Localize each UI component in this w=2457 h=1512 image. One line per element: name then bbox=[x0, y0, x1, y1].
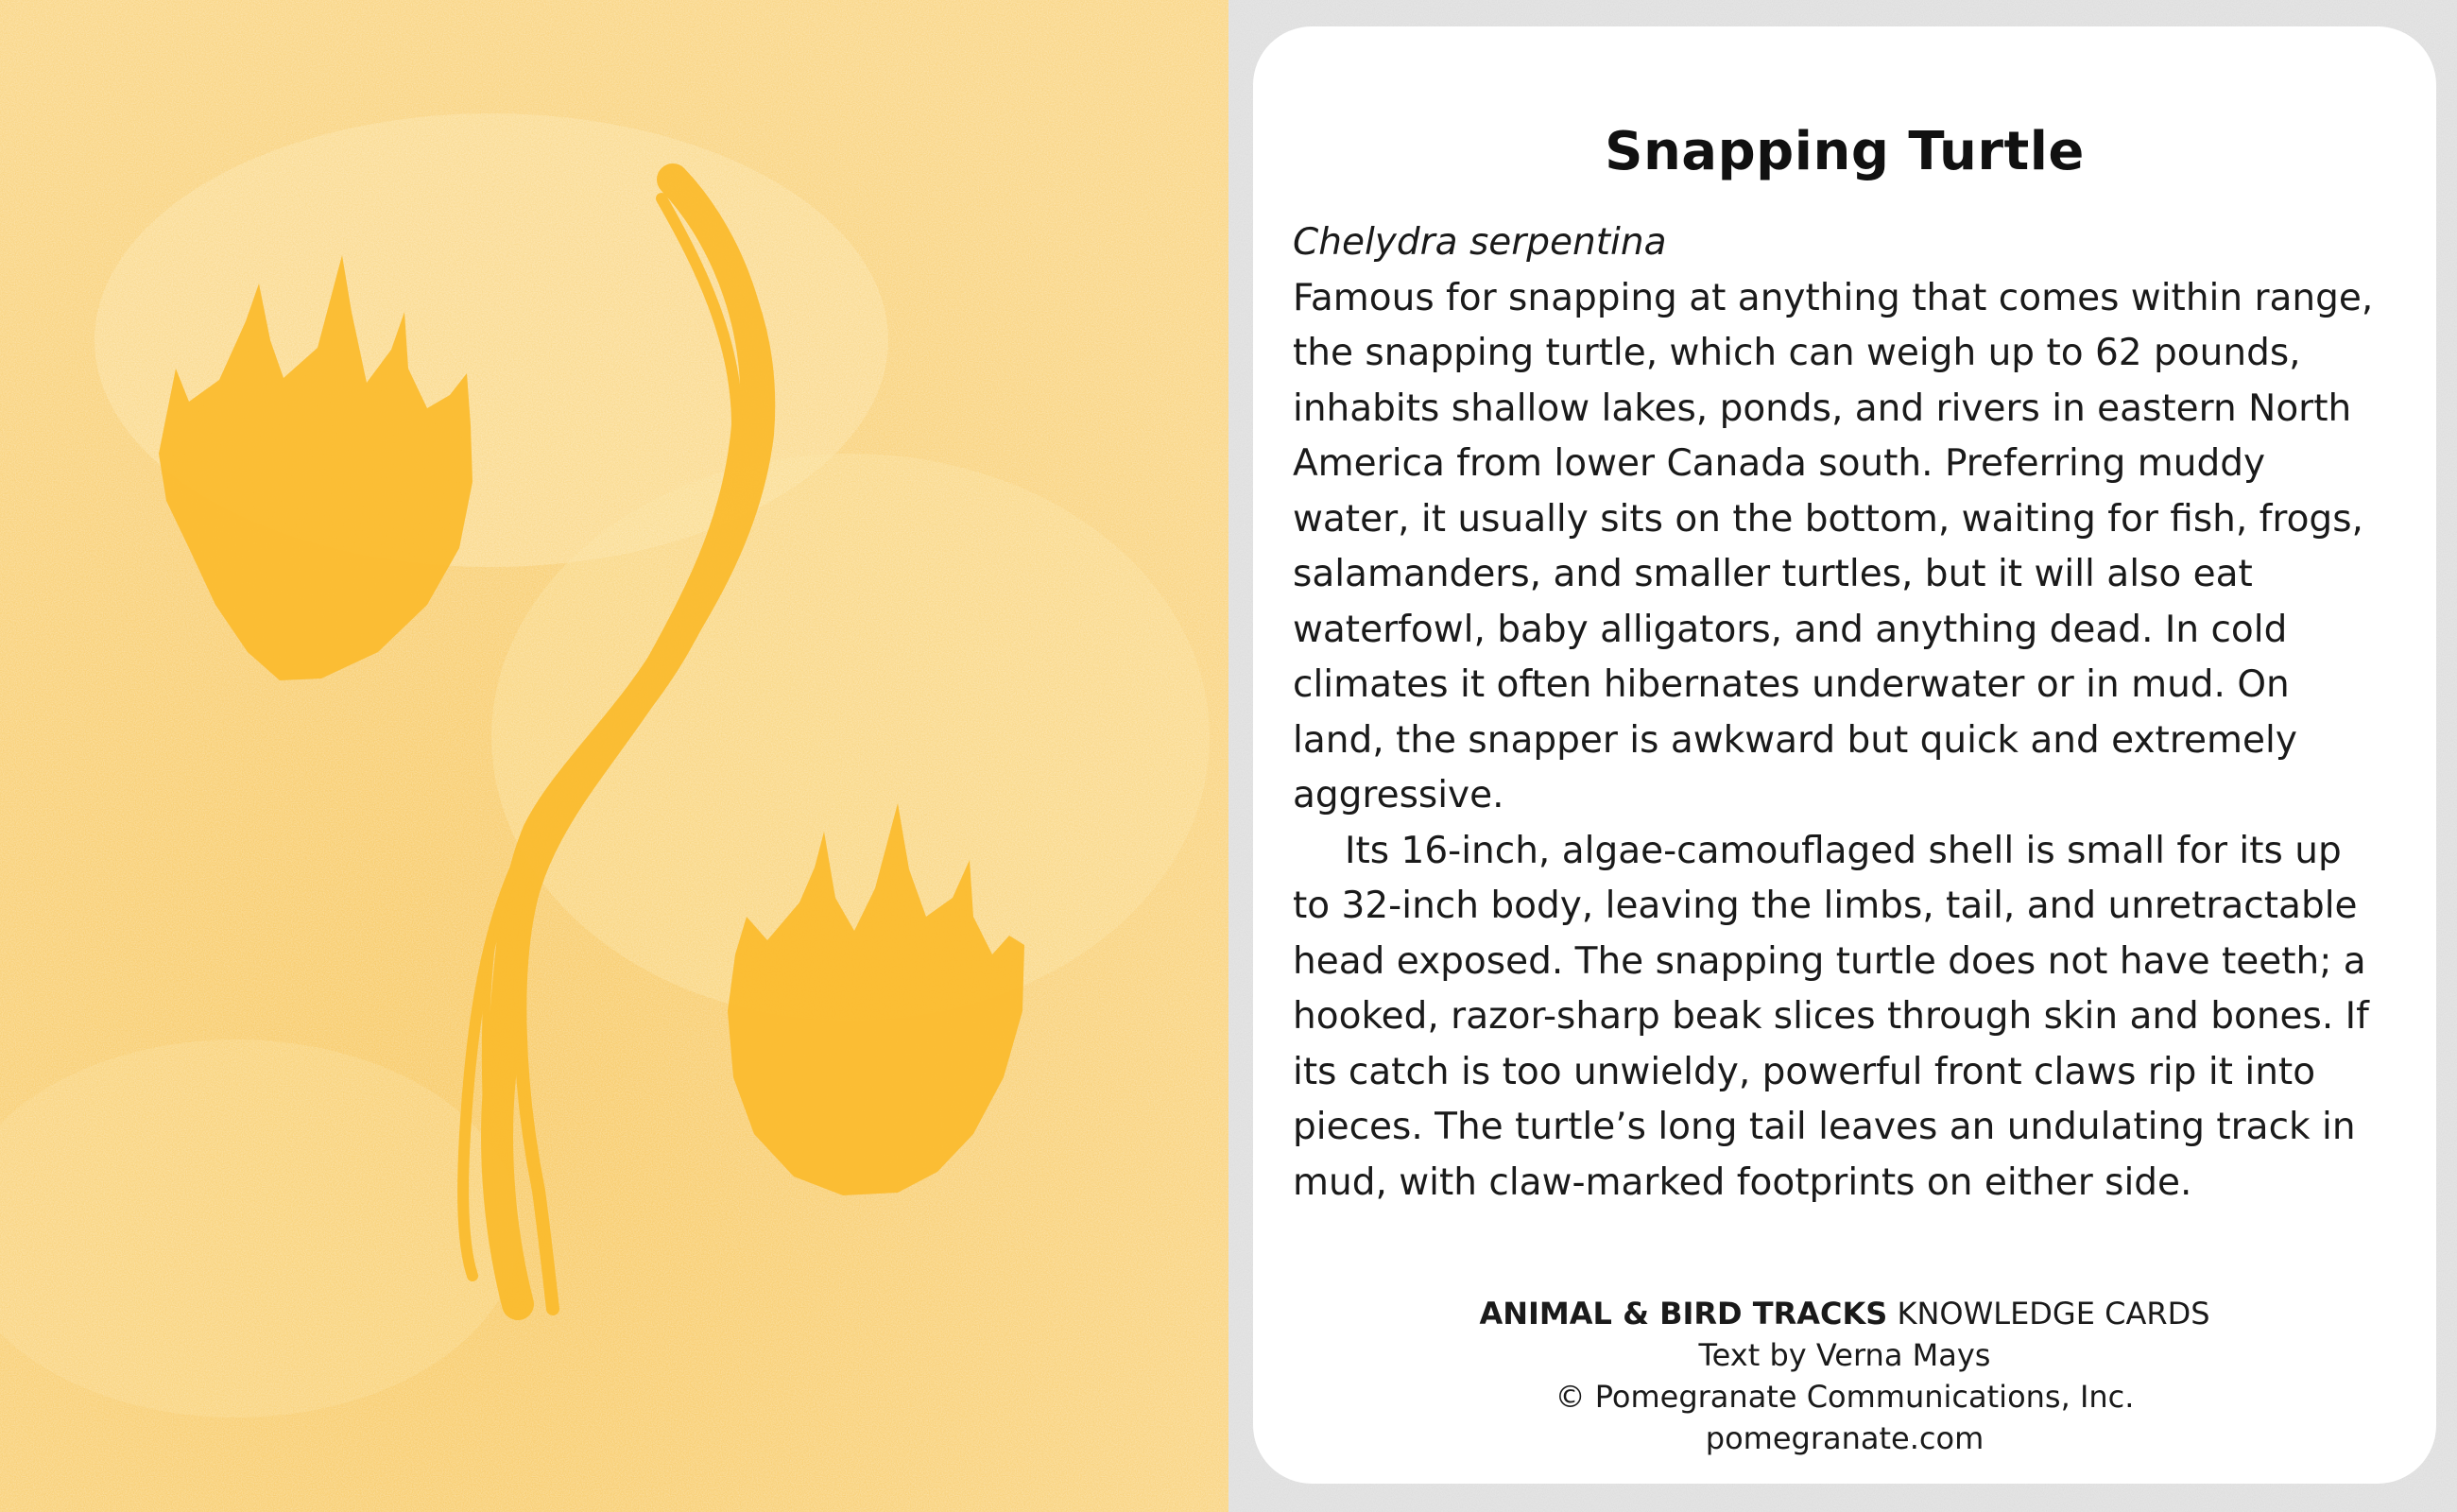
card-body bbox=[1293, 215, 2389, 1211]
card-credits bbox=[1253, 1293, 2436, 1459]
series-title-rest: KNOWLEDGE CARDS bbox=[1887, 1296, 2210, 1332]
description-paragraph-1: Famous for snapping at anything that comes within range, the snapping turtle, which can weigh up to 62 pounds, inhabits shallow lakes, ponds, and rivers in eastern North America from lower Canada south. Preferring muddy water, it usually sits on the bottom, waiting for fish, frogs, salamanders, and smaller turtles, but it will also eat waterfowl, baby alligators, and anything dead. In cold climates it often hibernates underwater or in mud. On land, the snapper is awkward but quick and extremely aggressive. bbox=[1293, 276, 2374, 816]
publisher-website: pomegranate.com bbox=[1705, 1420, 1984, 1456]
info-card bbox=[1253, 26, 2436, 1484]
description-paragraph-2: Its 16-inch, algae-camouflaged shell is small for its up to 32-inch body, leaving the limbs, tail, and unretractable head exposed. The snapping turtle does not have teeth; a hooked, razor-sharp beak slices through skin and bones. If its catch is too unwieldy, powerful front claws rip it into pieces. The turtle’s long tail leaves an undulating track in mud, with claw-marked footprints on either side. bbox=[1293, 829, 2369, 1204]
card-title: Snapping Turtle bbox=[1605, 121, 2085, 182]
author-credit: Text by Verna Mays bbox=[1698, 1337, 1991, 1373]
track-illustration bbox=[0, 0, 1228, 1512]
track-illustration-panel bbox=[0, 0, 1228, 1512]
copyright-notice: © Pomegranate Communications, Inc. bbox=[1555, 1379, 2135, 1415]
series-title-bold: ANIMAL & BIRD TRACKS bbox=[1479, 1296, 1888, 1332]
series-title-line bbox=[1253, 1293, 2436, 1334]
scientific-name: Chelydra serpentina bbox=[1293, 221, 1667, 264]
